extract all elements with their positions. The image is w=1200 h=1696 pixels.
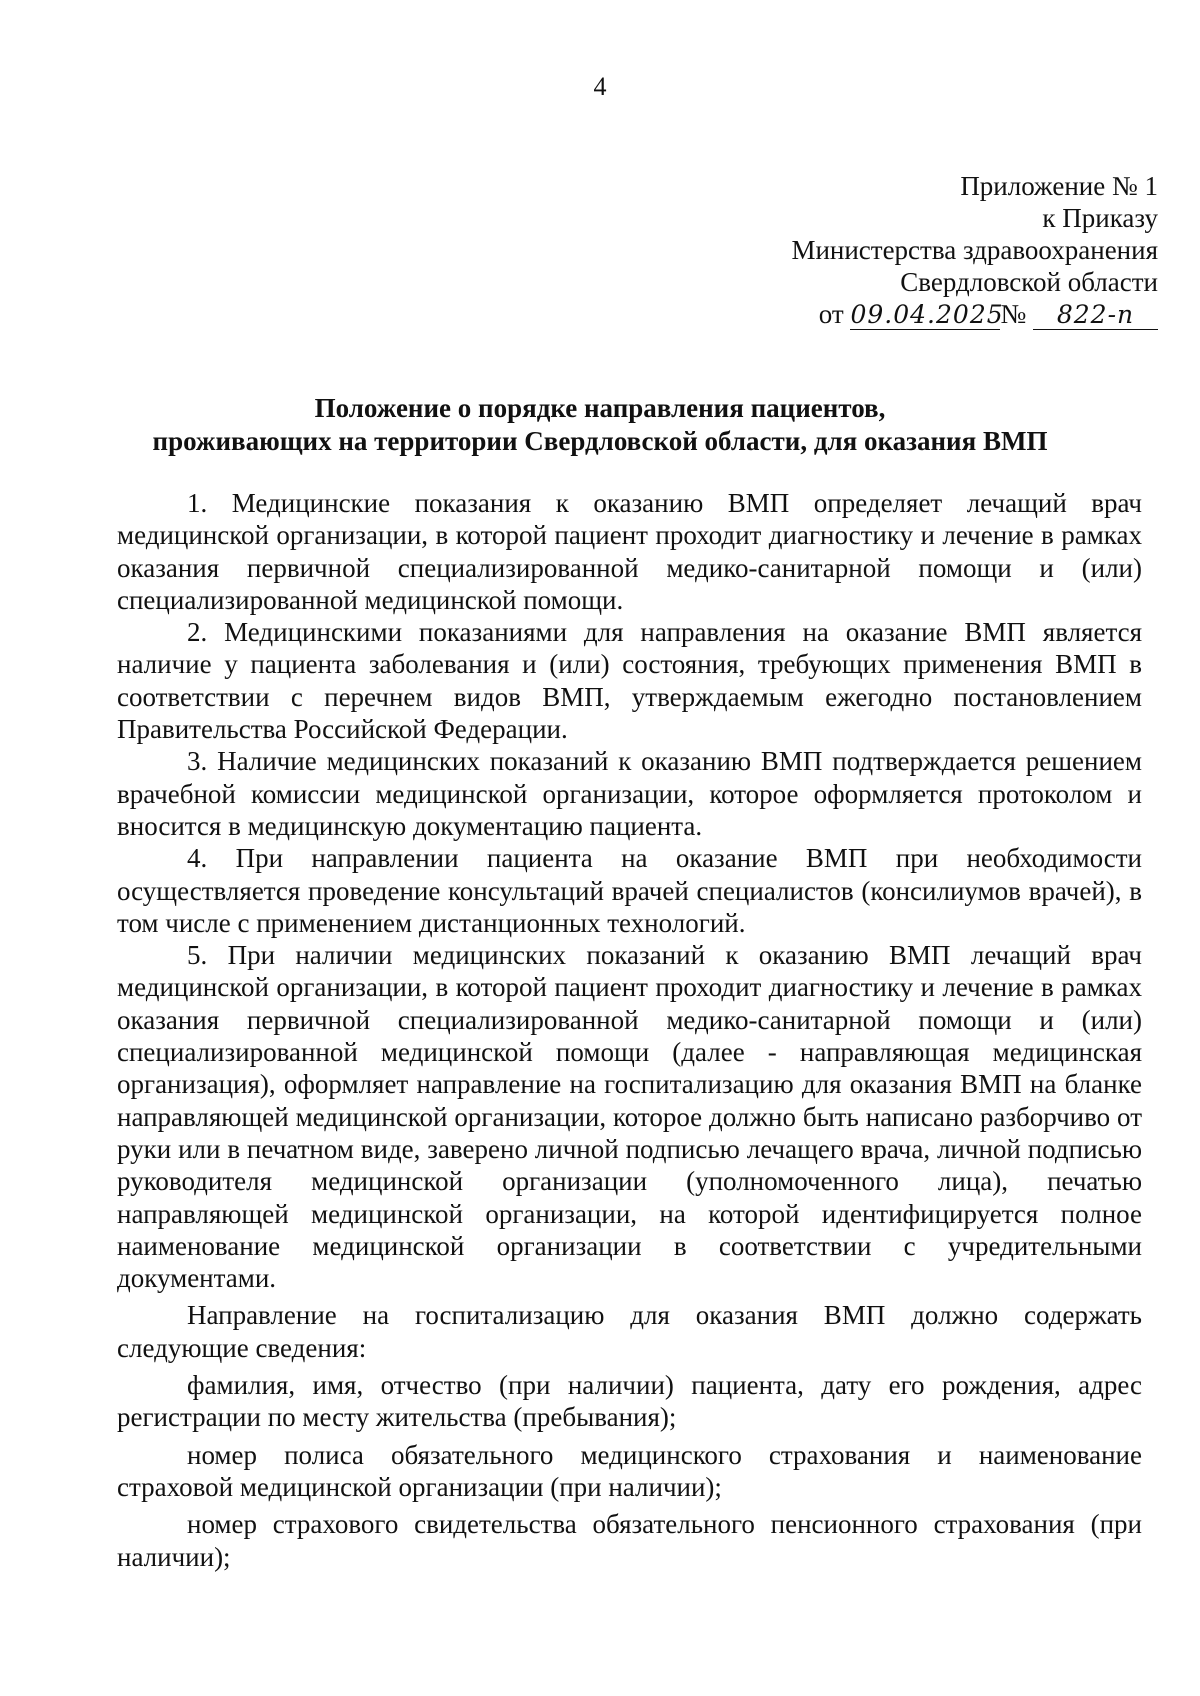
title-line-2: проживающих на территории Свердловской области, для оказания ВМП	[152, 426, 1048, 456]
paragraph-2: 2. Медицинскими показаниями для направления на оказание ВМП является наличие у пациента заболевания и (или) состояния, требующих применения ВМП в соответствии с перечнем видов ВМП, утверждаемым ежегодно постановлением Правительства Российской Федерации.	[117, 617, 1142, 745]
paragraph-patient-name: фамилия, имя, отчество (при наличии) пациента, дату его рождения, адрес регистрации по месту жительства (пребывания);	[117, 1370, 1142, 1433]
annex-region: Свердловской области	[900, 267, 1158, 297]
paragraph-3: 3. Наличие медицинских показаний к оказанию ВМП подтверждается решением врачебной комиссии медицинской организации, которое оформляется протоколом и вносится в медицинскую документацию пациента.	[117, 746, 1142, 841]
handwritten-date: 09.04.2025	[850, 300, 1004, 329]
annex-from-label: от	[818, 299, 844, 329]
annex-block	[638, 170, 1158, 330]
title-line-1: Положение о порядке направления пациентов,	[314, 393, 886, 423]
paragraph-1: 1. Медицинские показания к оказанию ВМП определяет лечащий врач медицинской организации, в которой пациент проходит диагностику и лечение в рамках оказания первичной специализированной медико-санитарной помощи и (или) специализированной медицинской помощи.	[117, 488, 1142, 615]
paragraph-5: 5. При наличии медицинских показаний к оказанию ВМП лечащий врач медицинской организации, в которой пациент проходит диагностику и лечение в рамках оказания первичной специализированной медико-санитарной помощи и (или) специализированной медицинской помощи (далее - направляющая медицинская организация), оформляет направление на госпитализацию для оказания ВМП на бланке направляющей медицинской организации, которое должно быть написано разборчиво от руки или в печатном виде, заверено личной подписью лечащего врача, личной подписью руководителя медицинской организации (уполномоченного лица), печатью направляющей медицинской организации, на которой идентифицируется полное наименование медицинской организации в соответствии с учредительными документами.	[117, 940, 1142, 1294]
annex-order-ref: к Приказу	[1042, 203, 1158, 233]
document-title	[80, 392, 1120, 458]
document-body	[117, 487, 1142, 1573]
annex-number-label: №	[1000, 299, 1027, 329]
annex-date-row	[638, 298, 1158, 330]
paragraph-pension-certificate: номер страхового свидетельства обязательного пенсионного страхования (при наличии);	[117, 1509, 1142, 1572]
paragraph-4: 4. При направлении пациента на оказание ВМП при необходимости осуществляется проведение консультаций врачей специалистов (консилиумов врачей), в том числе с применением дистанционных технологий.	[117, 843, 1142, 938]
annex-ministry: Министерства здравоохранения	[791, 235, 1158, 265]
handwritten-order-number: 822-п	[1033, 301, 1158, 330]
annex-title: Приложение № 1	[960, 171, 1158, 201]
paragraph-referral-contents: Направление на госпитализацию для оказания ВМП должно содержать следующие сведения:	[117, 1300, 1142, 1363]
page-number: 4	[593, 72, 607, 101]
paragraph-insurance-policy: номер полиса обязательного медицинского страхования и наименование страховой медицинской организации (при наличии);	[117, 1439, 1142, 1502]
